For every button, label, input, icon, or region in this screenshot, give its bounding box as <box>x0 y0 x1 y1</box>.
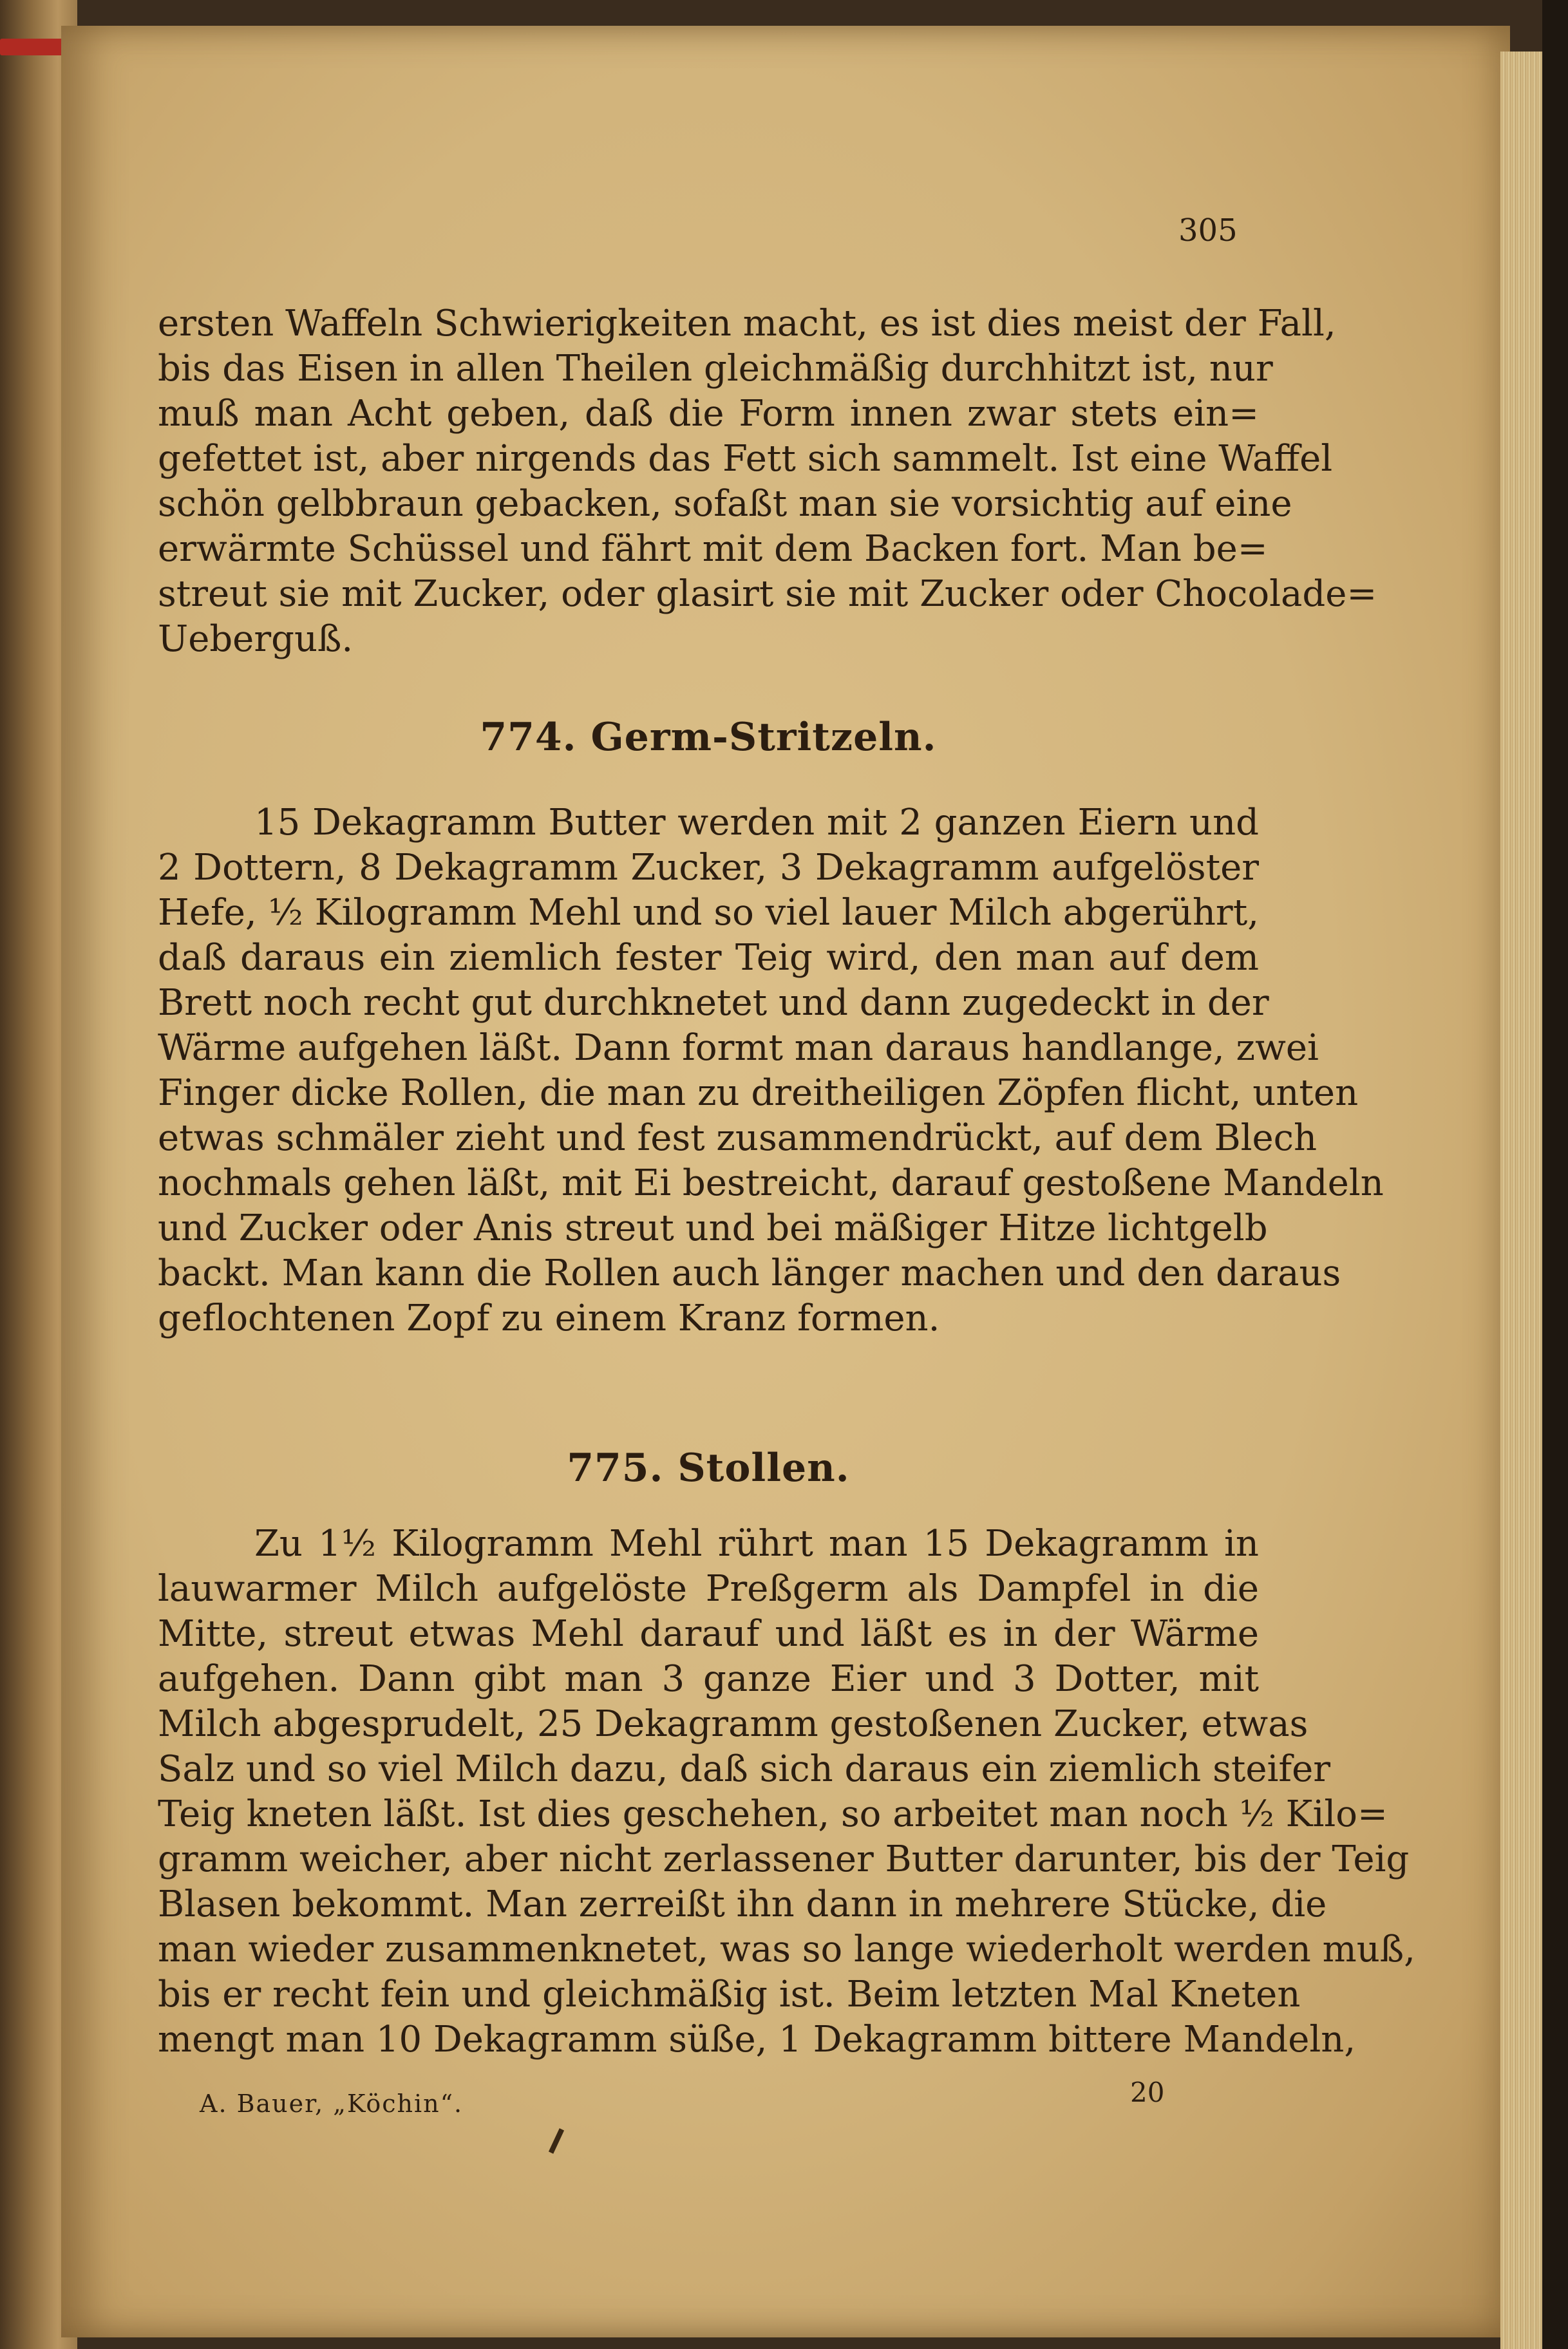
body-line: Mitte, streut etwas Mehl darauf und läßt es in der Wärme <box>158 1613 1259 1655</box>
body-line: Salz und so viel Milch dazu, daß sich daraus ein ziemlich steifer <box>158 1748 1331 1790</box>
scan-border <box>1542 0 1568 2349</box>
body-line: Finger dicke Rollen, die man zu dreitheiligen Zöpfen flicht, unten <box>158 1072 1359 1114</box>
body-line: muß man Acht geben, daß die Form innen zwar stets ein= <box>158 393 1259 435</box>
body-line: aufgehen. Dann gibt man 3 ganze Eier und 3 Dotter, mit <box>158 1658 1259 1700</box>
body-line: etwas schmäler zieht und fest zusammendrückt, auf dem Blech <box>158 1117 1318 1159</box>
body-line: Teig kneten läßt. Ist dies geschehen, so arbeitet man noch ½ Kilo= <box>158 1793 1388 1835</box>
body-line: und Zucker oder Anis streut und bei mäßiger Hitze lichtgelb <box>158 1207 1268 1249</box>
page-number: 305 <box>1178 212 1238 249</box>
signature-mark: 20 <box>1130 2077 1165 2108</box>
body-line: daß daraus ein ziemlich fester Teig wird, den man auf dem <box>158 937 1259 979</box>
recipe-heading: 774. Germ-Stritzeln. <box>480 715 937 760</box>
body-line: nochmals gehen läßt, mit Ei bestreicht, darauf gestoßene Mandeln <box>158 1162 1384 1204</box>
body-line: erwärmte Schüssel und fährt mit dem Backen fort. Man be= <box>158 528 1268 570</box>
body-line: Ueberguß. <box>158 618 354 660</box>
body-line: Zu 1½ Kilogramm Mehl rührt man 15 Dekagramm in <box>254 1523 1259 1565</box>
footer-author: A. Bauer, „Köchin“. <box>200 2090 464 2118</box>
recipe-heading: 775. Stollen. <box>567 1446 850 1491</box>
body-line: gramm weicher, aber nicht zerlassener Butter darunter, bis der Teig <box>158 1838 1410 1880</box>
body-line: geflochtenen Zopf zu einem Kranz formen. <box>158 1297 940 1339</box>
body-line: gefettet ist, aber nirgends das Fett sich sammelt. Ist eine Waffel <box>158 438 1333 480</box>
body-line: bis das Eisen in allen Theilen gleichmäßig durchhitzt ist, nur <box>158 348 1273 390</box>
body-line: schön gelbbraun gebacken, sofaßt man sie vorsichtig auf eine <box>158 483 1292 525</box>
body-line: 2 Dottern, 8 Dekagramm Zucker, 3 Dekagramm aufgelöster <box>158 847 1259 889</box>
body-line: lauwarmer Milch aufgelöste Preßgerm als Dampfel in die <box>158 1568 1259 1610</box>
body-line: 15 Dekagramm Butter werden mit 2 ganzen Eiern und <box>254 802 1259 844</box>
body-line: man wieder zusammenknetet, was so lange wiederholt werden muß, <box>158 1929 1415 1970</box>
body-line: backt. Man kann die Rollen auch länger machen und den daraus <box>158 1252 1341 1294</box>
body-line: ersten Waffeln Schwierigkeiten macht, es ist dies meist der Fall, <box>158 303 1336 344</box>
binding-thread <box>0 39 71 55</box>
body-line: Blasen bekommt. Man zerreißt ihn dann in mehrere Stücke, die <box>158 1883 1327 1925</box>
body-line: mengt man 10 Dekagramm süße, 1 Dekagramm bittere Mandeln, <box>158 2019 1356 2061</box>
body-line: Brett noch recht gut durchknetet und dann zugedeckt in der <box>158 982 1269 1024</box>
body-line: Hefe, ½ Kilogramm Mehl und so viel lauer Milch abgerührt, <box>158 892 1259 934</box>
body-line: Wärme aufgehen läßt. Dann formt man daraus handlange, zwei <box>158 1027 1319 1069</box>
body-line: bis er recht fein und gleichmäßig ist. Beim letzten Mal Kneten <box>158 1974 1301 2015</box>
body-line: streut sie mit Zucker, oder glasirt sie mit Zucker oder Chocolade= <box>158 573 1377 615</box>
body-line: Milch abgesprudelt, 25 Dekagramm gestoßenen Zucker, etwas <box>158 1703 1308 1745</box>
